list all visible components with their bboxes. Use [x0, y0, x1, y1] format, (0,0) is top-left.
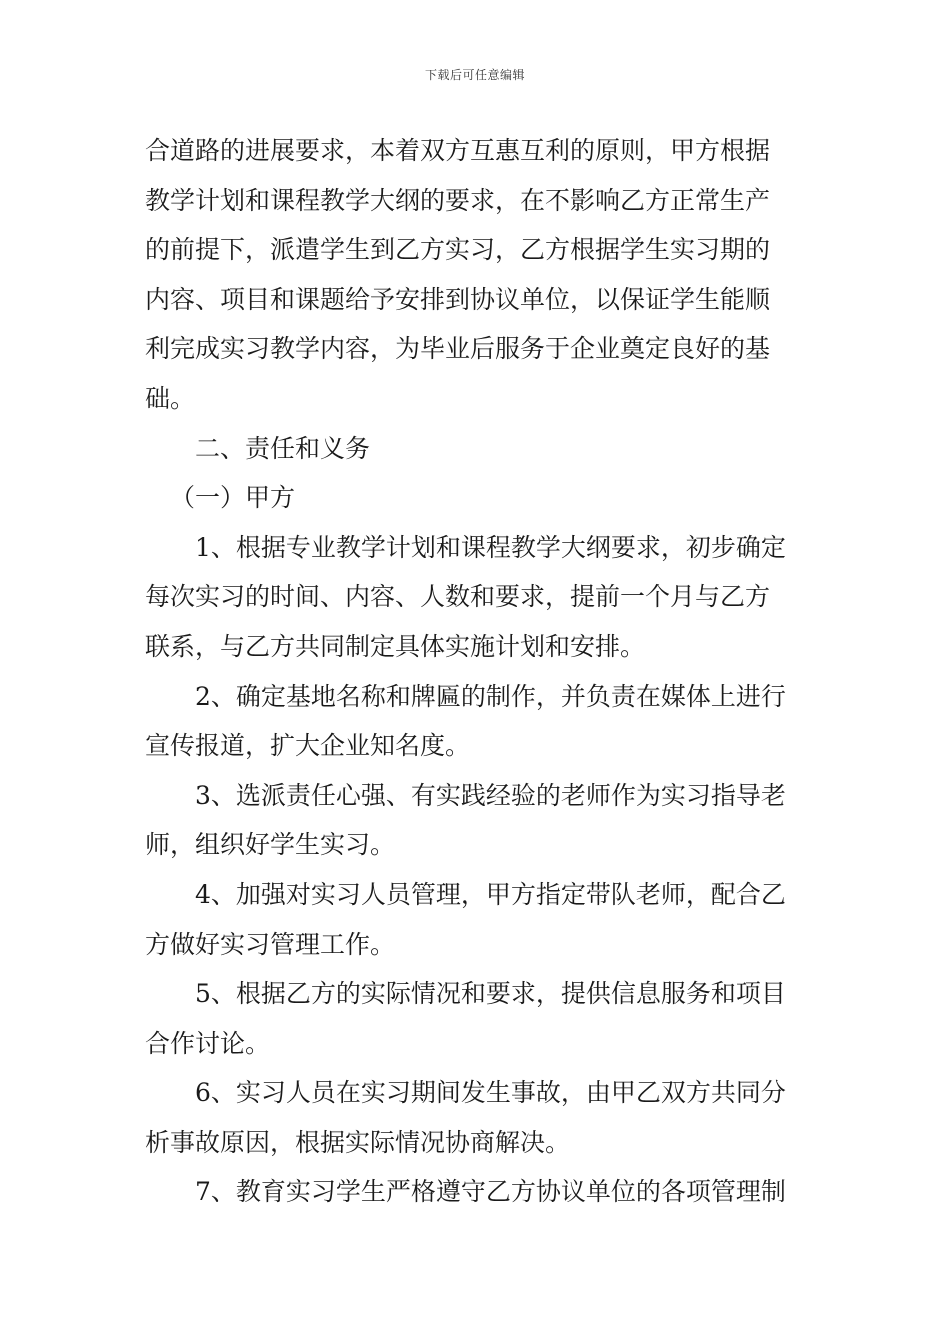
body-line: 合作讨论。 — [145, 1028, 271, 1058]
body-line: 师，组织好学生实习。 — [145, 830, 396, 860]
body-line: 教学计划和课程教学大纲的要求，在不影响乙方正常生产 — [145, 185, 771, 215]
body-line: 内容、项目和课题给予安排到协议单位，以保证学生能顺 — [145, 284, 771, 314]
body-line: 析事故原因，根据实际情况协商解决。 — [145, 1127, 571, 1157]
page-header: 下载后可任意编辑 — [424, 68, 525, 82]
body-line: 利完成实习教学内容，为毕业后服务于企业奠定良好的基 — [145, 334, 771, 364]
list-item-start: 1、根据专业教学计划和课程教学大纲要求，初步确定 — [195, 532, 786, 562]
list-item-start: 7、教育实习学生严格遵守乙方协议单位的各项管理制 — [195, 1177, 786, 1207]
body-line: 合道路的进展要求，本着双方互惠互利的原则，甲方根据 — [145, 136, 771, 165]
body-line: 联系，与乙方共同制定具体实施计划和安排。 — [145, 631, 646, 661]
body-line: 的前提下，派遣学生到乙方实习，乙方根据学生实习期的 — [145, 235, 771, 265]
subsection-heading: （一）甲方 — [170, 483, 296, 513]
document-body — [145, 126, 807, 1217]
list-item-start: 2、确定基地名称和牌匾的制作，并负责在媒体上进行 — [195, 681, 786, 711]
body-line: 每次实习的时间、内容、人数和要求，提前一个月与乙方 — [145, 582, 771, 612]
list-item-start: 3、选派责任心强、有实践经验的老师作为实习指导老 — [195, 780, 786, 810]
body-line: 础。 — [145, 383, 196, 413]
list-item-start: 5、根据乙方的实际情况和要求，提供信息服务和项目 — [195, 979, 786, 1009]
list-item-start: 4、加强对实习人员管理，甲方指定带队老师，配合乙 — [195, 879, 786, 909]
body-line: 方做好实习管理工作。 — [145, 929, 396, 959]
body-line: 宣传报道，扩大企业知名度。 — [145, 731, 471, 761]
section-heading: 二、责任和义务 — [195, 433, 371, 463]
list-item-start: 6、实习人员在实习期间发生事故，由甲乙双方共同分 — [195, 1078, 786, 1108]
